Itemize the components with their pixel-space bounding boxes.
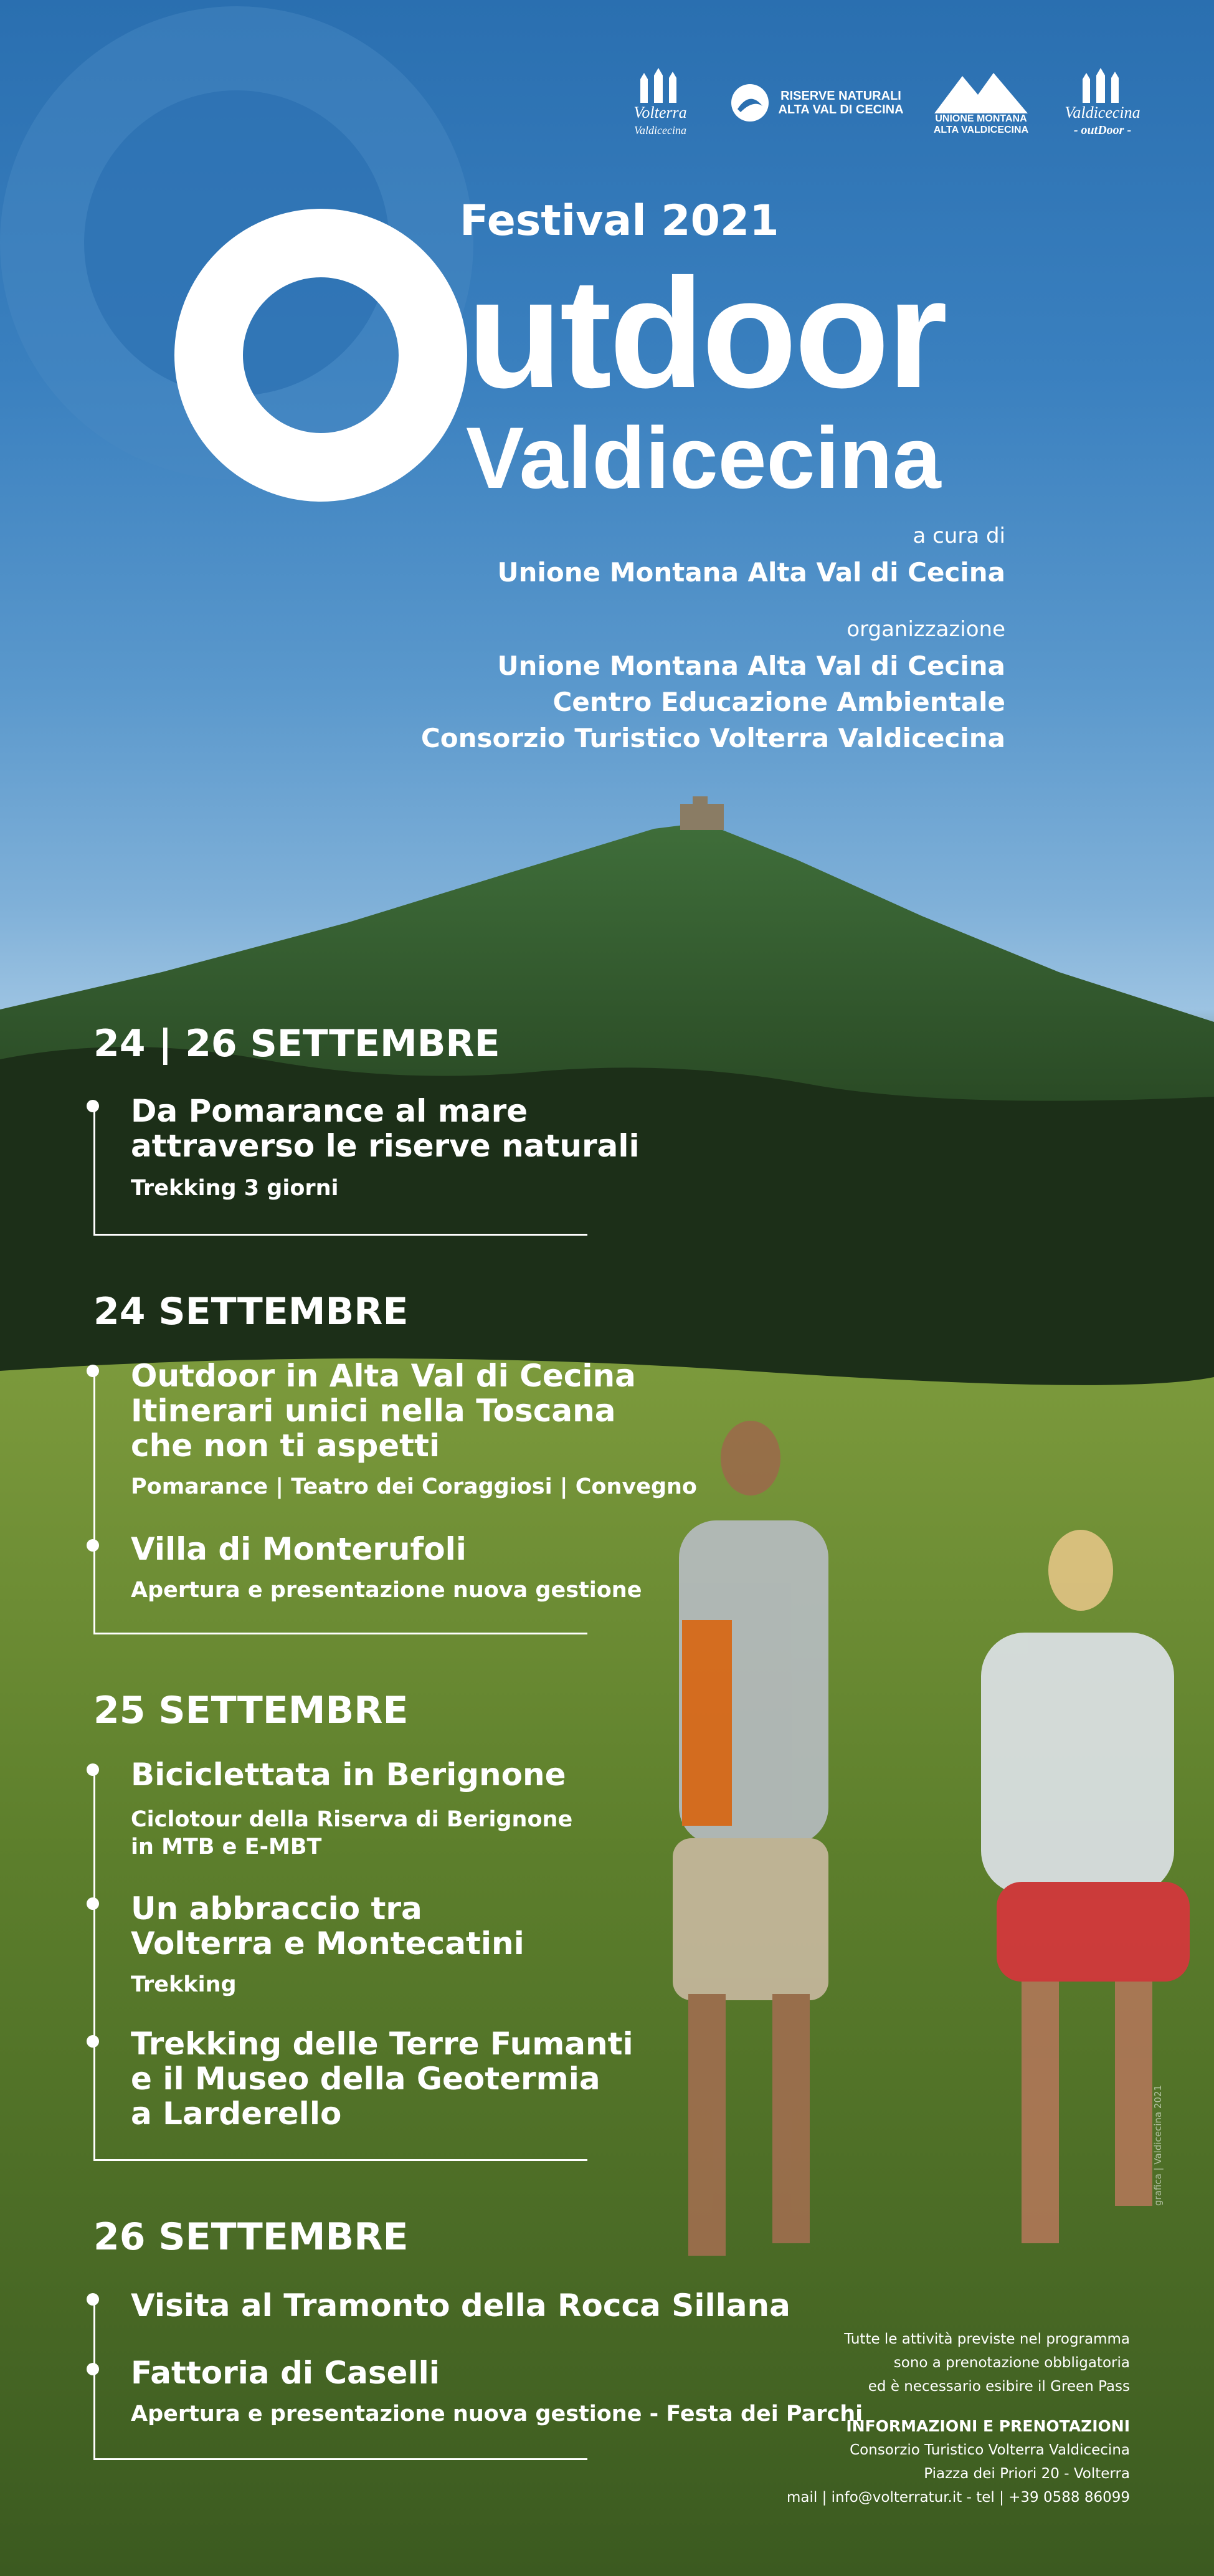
timeline-dot <box>87 1897 99 1910</box>
event-subtitle: Pomarance | Teatro dei Coraggiosi | Convegno <box>131 1474 697 1499</box>
info-note-line: ed è necessario esibire il Green Pass <box>868 2378 1130 2395</box>
info-contact-line: Piazza dei Priori 20 - Volterra <box>924 2466 1130 2482</box>
title-big-o <box>174 209 467 502</box>
logo-riserve-line2: ALTA VAL DI CECINA <box>778 103 904 117</box>
title-valdicecina: Valdicecina <box>466 409 941 507</box>
timeline-dot <box>87 2293 99 2306</box>
event-title: Outdoor in Alta Val di Cecina <box>131 1358 636 1394</box>
logo-riserve-line1: RISERVE NATURALI <box>780 89 901 103</box>
logo-volterra-sub: Valdicecina <box>634 124 686 136</box>
date-heading: 24 SETTEMBRE <box>93 1290 409 1333</box>
date-heading: 25 SETTEMBRE <box>93 1689 409 1732</box>
event-subtitle: Trekking 3 giorni <box>131 1176 339 1201</box>
logo-valdicecina-outdoor <box>1053 62 1152 143</box>
credit-org-3: Consorzio Turistico Volterra Valdicecina <box>420 723 1005 753</box>
mountains-icon <box>934 70 1028 113</box>
nature-reserve-icon <box>728 81 772 125</box>
event-subtitle: in MTB e E-MBT <box>131 1834 322 1859</box>
info-note <box>844 2327 1130 2398</box>
event-title: Un abbraccio tra <box>131 1891 422 1927</box>
logo-unione-line2: ALTA VALDICECINA <box>933 125 1029 135</box>
photo-credit: grafica | Valdicecina 2021 <box>1152 2084 1164 2206</box>
credit-org-2: Centro Educazione Ambientale <box>552 687 1005 717</box>
event-title: Volterra e Montecatini <box>131 1925 524 1962</box>
info-contact-line: Consorzio Turistico Volterra Valdicecina <box>850 2442 1130 2458</box>
festival-label: Festival 2021 <box>460 196 779 246</box>
info-note-line: Tutte le attività previste nel programma <box>844 2331 1130 2347</box>
event-title: Trekking delle Terre Fumanti <box>131 2026 633 2062</box>
event-title: Visita al Tramonto della Rocca Sillana <box>131 2287 790 2324</box>
event-title: attraverso le riserve naturali <box>131 1128 640 1164</box>
event-title: a Larderello <box>131 2096 342 2132</box>
title-outdoor: utdoor <box>467 246 946 420</box>
timeline-dot <box>87 2363 99 2375</box>
event-title: Villa di Monterufoli <box>131 1531 467 1567</box>
logo-riserve <box>726 62 906 143</box>
logo-volterra <box>617 62 704 143</box>
logo-valdicecina-name: Valdicecina <box>1065 103 1140 122</box>
event-title: e il Museo della Geotermia <box>131 2061 600 2097</box>
event-title: Da Pomarance al mare <box>131 1093 528 1129</box>
info-contacts <box>787 2415 1130 2509</box>
timeline-dot <box>87 1100 99 1112</box>
timeline-dot <box>87 1763 99 1776</box>
credit-a-cura-label: a cura di <box>913 523 1005 548</box>
info-heading: INFORMAZIONI E PRENOTAZIONI <box>846 2417 1130 2435</box>
towers-icon <box>1078 67 1127 104</box>
logo-volterra-name: Volterra <box>633 103 687 122</box>
towers-icon <box>635 67 685 104</box>
event-title: Biciclettata in Berignone <box>131 1757 566 1793</box>
logo-unione-montana <box>919 62 1043 143</box>
logo-unione-line1: UNIONE MONTANA <box>935 113 1027 124</box>
timeline-dot <box>87 2035 99 2048</box>
credit-a-cura-org: Unione Montana Alta Val di Cecina <box>497 557 1005 588</box>
credit-org-label: organizzazione <box>846 617 1005 642</box>
event-title: Fattoria di Caselli <box>131 2355 440 2391</box>
event-subtitle: Trekking <box>131 1972 237 1997</box>
logo-outdoor-sub: - outDoor - <box>1073 123 1132 137</box>
info-note-line: sono a prenotazione obbligatoria <box>893 2355 1130 2371</box>
event-subtitle: Ciclotour della Riserva di Berignone <box>131 1807 573 1832</box>
event-title: Itinerari unici nella Toscana <box>131 1393 616 1429</box>
event-subtitle: Apertura e presentazione nuova gestione - Festa dei Parchi <box>131 2402 863 2426</box>
info-contact-line: mail | info@volterratur.it - tel | +39 0588 86099 <box>786 2489 1130 2506</box>
credit-org-1: Unione Montana Alta Val di Cecina <box>497 651 1005 681</box>
timeline-dot <box>87 1365 99 1377</box>
timeline-dot <box>87 1539 99 1552</box>
date-heading: 26 SETTEMBRE <box>93 2215 409 2259</box>
event-title: che non ti aspetti <box>131 1428 440 1464</box>
event-subtitle: Apertura e presentazione nuova gestione <box>131 1578 642 1603</box>
date-heading: 24 | 26 SETTEMBRE <box>93 1022 500 1066</box>
